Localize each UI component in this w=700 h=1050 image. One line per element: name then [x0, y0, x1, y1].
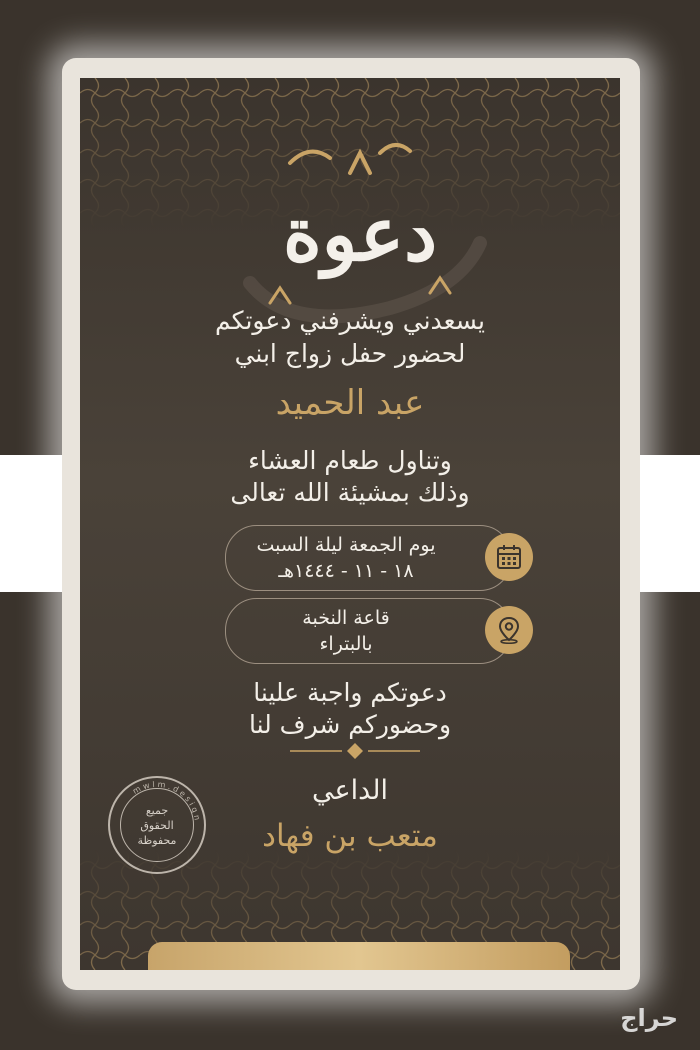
host-name: متعب بن فهاد — [262, 818, 438, 854]
haraj-watermark: حراج — [620, 1004, 678, 1032]
seal-ring-text — [110, 778, 204, 872]
intro-line-2: لحضور حفل زواج ابني — [234, 339, 466, 368]
ornamental-divider — [280, 740, 430, 762]
date-pill — [225, 525, 512, 591]
venue-line-1: قاعة النخبة — [302, 607, 390, 629]
title-calligraphy — [230, 133, 490, 333]
closing-line-1: دعوتكم واجبة علينا — [253, 678, 447, 707]
calendar-icon — [485, 533, 533, 581]
venue-line-2: بالبتراء — [319, 633, 373, 655]
date-line-1: يوم الجمعة ليلة السبت — [256, 534, 436, 556]
invitation-card — [80, 78, 620, 970]
title-text: دعوة — [282, 192, 438, 278]
copyright-seal — [108, 776, 206, 874]
dinner-line-1: وتناول طعام العشاء — [248, 446, 452, 475]
dinner-line-2: وذلك بمشيئة الله تعالى — [230, 478, 470, 507]
seal-line-3: محفوظة — [137, 833, 177, 847]
date-line-2: ١٨ - ١١ - ١٤٤٤هـ — [278, 560, 414, 582]
seal-line-1: جميع — [145, 803, 169, 817]
gold-bottom-bar — [148, 942, 570, 970]
venue-pill — [225, 598, 512, 664]
host-label: الداعي — [311, 775, 389, 806]
location-pin-icon — [485, 606, 533, 654]
intro-line-1: يسعدني ويشرفني دعوتكم — [215, 306, 485, 335]
svg-text:m w l m . d e s i g n: m w l m . d e s i g n — [131, 779, 202, 821]
groom-name: عبد الحميد — [275, 383, 425, 423]
seal-line-2: الحقوق — [140, 818, 174, 832]
closing-line-2: وحضوركم شرف لنا — [248, 710, 452, 739]
